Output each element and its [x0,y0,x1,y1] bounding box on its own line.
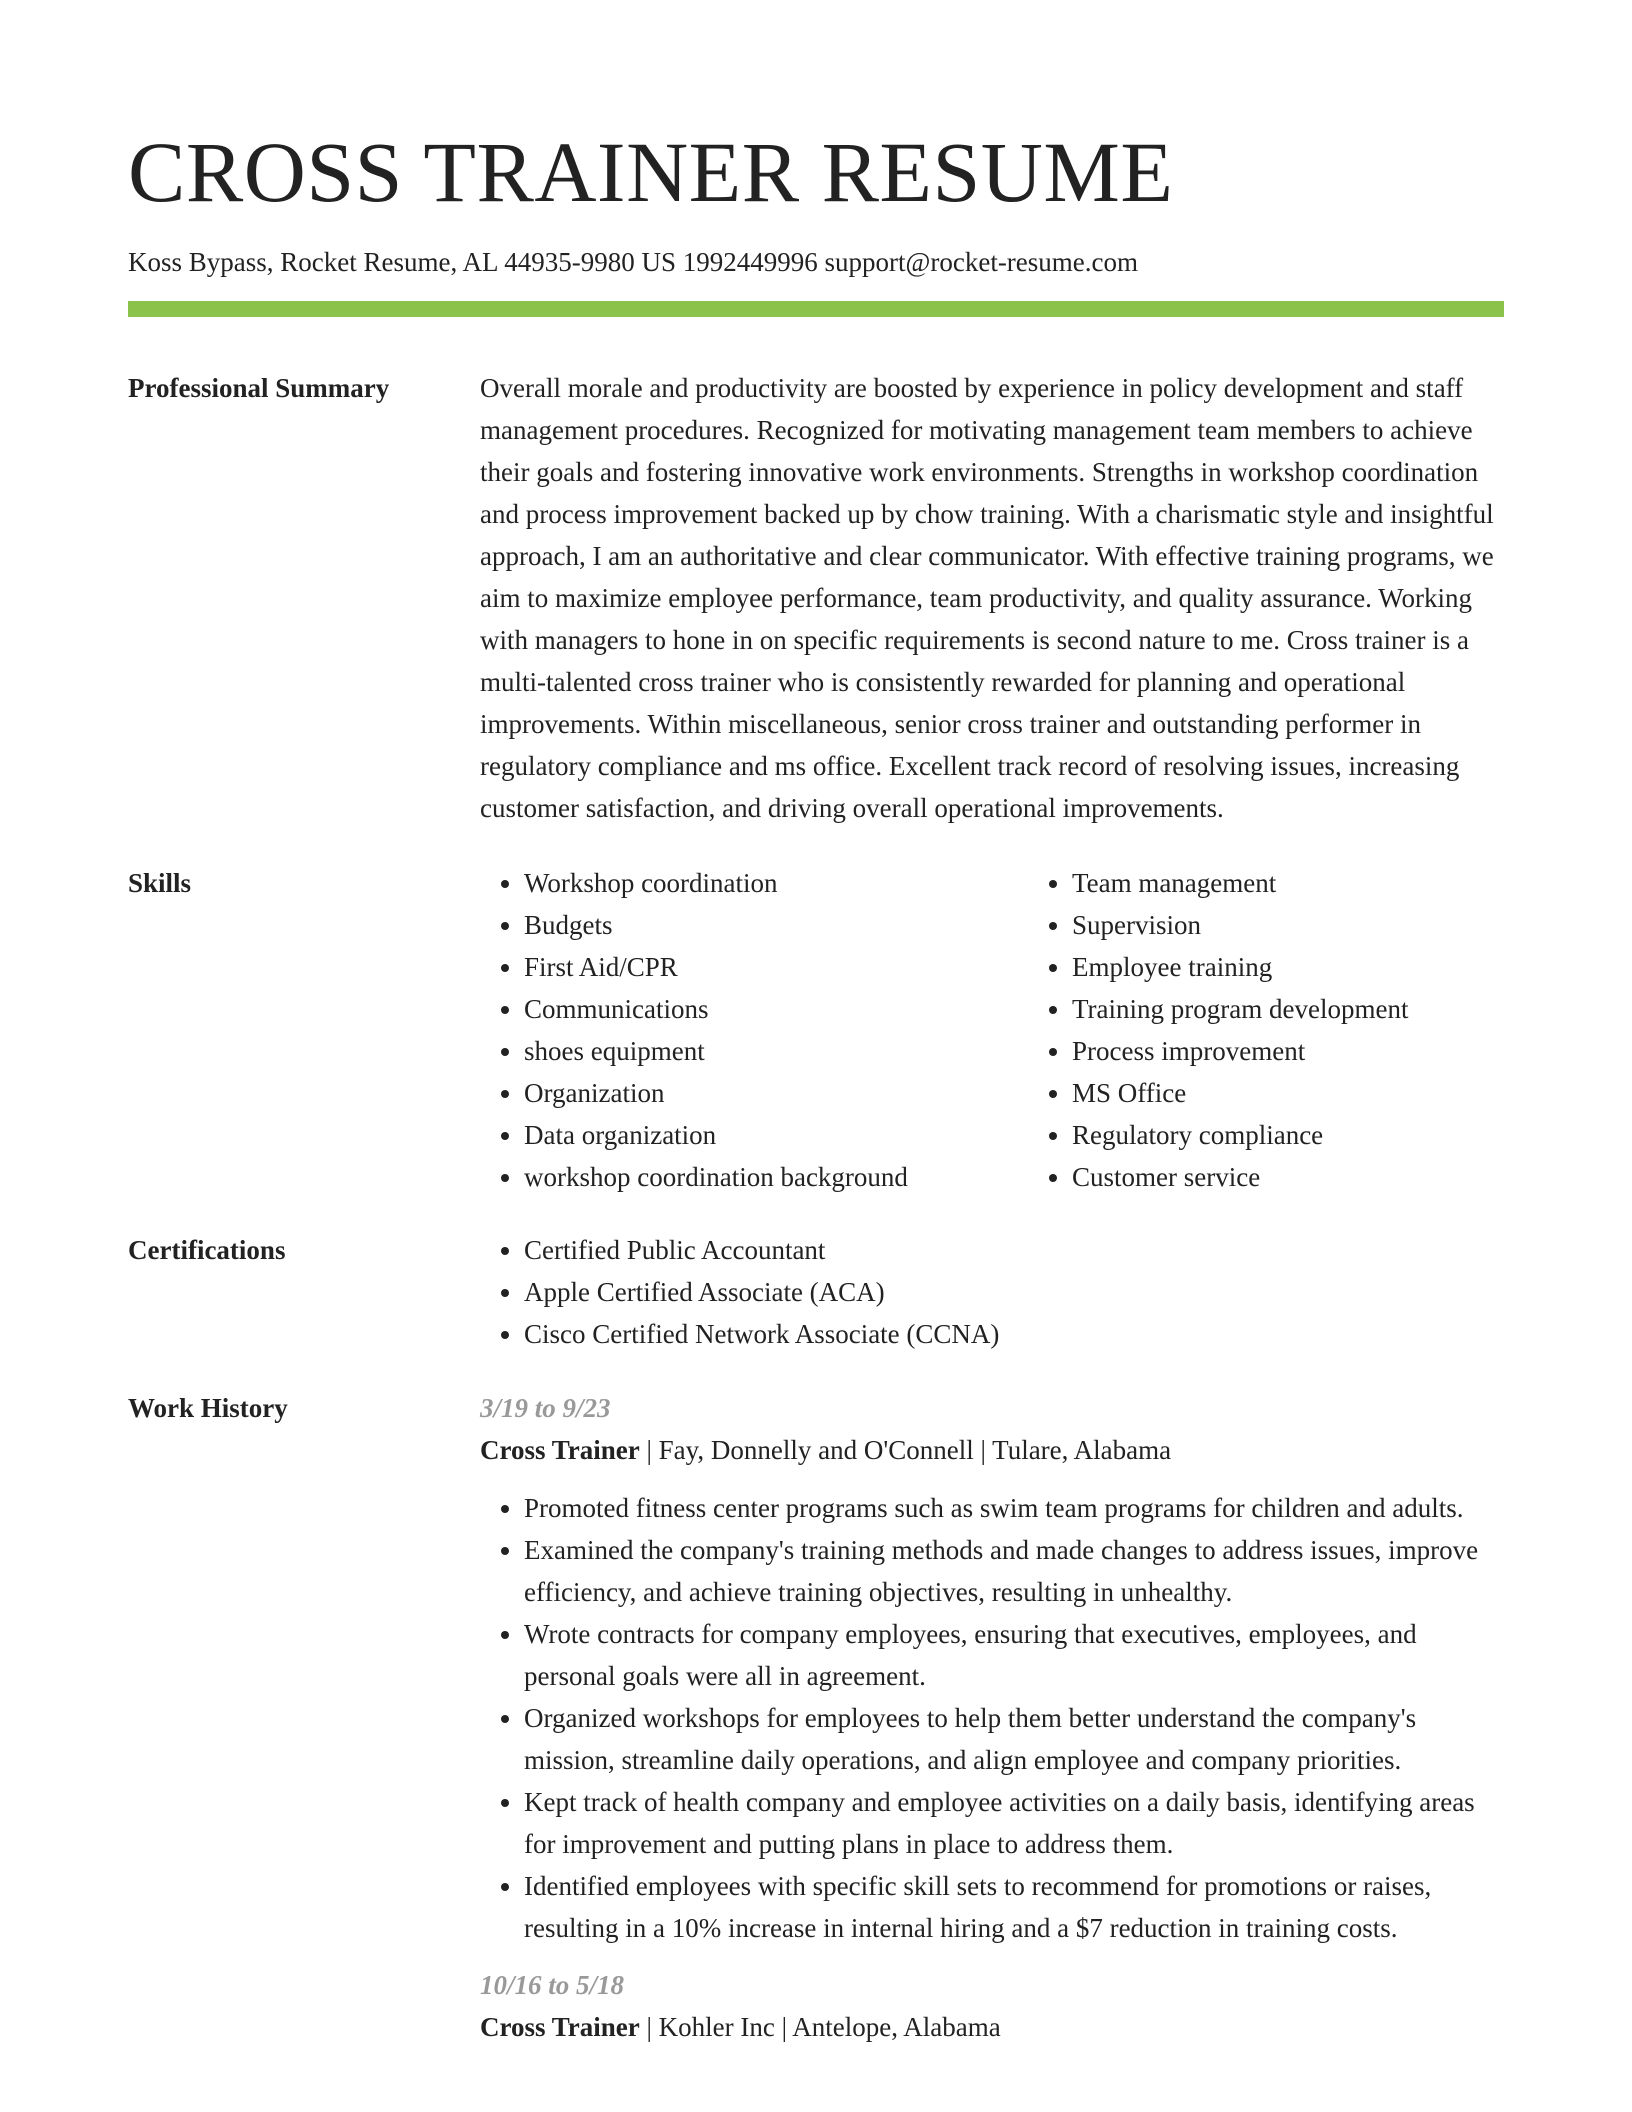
skill-item: • Budgets [524,904,1028,946]
job-heading [480,2006,1504,2048]
section-label-work-history: Work History [128,1393,288,1423]
skill-item: • Employee training [1072,946,1576,988]
summary-body [480,367,1504,829]
skill-item: • Supervision [1072,904,1576,946]
job-entry [480,1964,1504,2048]
job-entry [480,1387,1504,1949]
resume-page [128,0,1504,2048]
certifications-body [480,1229,1504,1355]
skill-item: • Process improvement [1072,1030,1576,1072]
skill-item: • Communications [524,988,1028,1030]
job-bullet: • Kept track of health company and employee activities on a daily basis, identifying areas for improvement and putting plans in place to address them. [524,1781,1504,1865]
resume-title: CROSS TRAINER RESUME [128,124,1174,220]
work-history-body [480,1387,1504,2048]
work-history-section [128,1387,1504,2048]
job-employer-location: | Fay, Donnelly and O'Connell | Tulare, Alabama [639,1435,1172,1465]
certification-item: • Apple Certified Associate (ACA) [524,1271,1504,1313]
skills-section [128,862,1504,1198]
skill-item: • MS Office [1072,1072,1576,1114]
professional-summary-section [128,367,1504,829]
skill-item: • Team management [1072,862,1576,904]
skill-item: • Training program development [1072,988,1576,1030]
skills-columns [480,862,1576,1198]
job-bullet: • Organized workshops for employees to help them better understand the company's mission, streamline daily operations, and align employee and company priorities. [524,1697,1504,1781]
job-title: Cross Trainer [480,2012,640,2042]
certifications-list [480,1229,1504,1355]
section-label-skills: Skills [128,868,192,898]
job-employer-location: | Kohler Inc | Antelope, Alabama [639,2012,1001,2042]
certification-item: • Certified Public Accountant [524,1229,1504,1271]
certification-item: • Cisco Certified Network Associate (CCNA) [524,1313,1504,1355]
job-date: 10/16 to 5/18 [480,1970,625,2000]
skill-item: • Customer service [1072,1156,1576,1198]
contact-line: Koss Bypass, Rocket Resume, AL 44935-9980 US 1992449996 support@rocket-resume.com [128,247,1139,277]
job-date: 3/19 to 9/23 [480,1393,611,1423]
section-label-certifications: Certifications [128,1235,286,1265]
certifications-section [128,1229,1504,1355]
skill-item: • workshop coordination background [524,1156,1028,1198]
section-label-summary: Professional Summary [128,373,390,403]
skills-list-left [480,862,1028,1198]
skill-item: • Data organization [524,1114,1028,1156]
job-title: Cross Trainer [480,1435,640,1465]
summary-text: Overall morale and productivity are boosted by experience in policy development and staff management procedures. Recognized for motivating management team members to achieve their goals and fostering innovative work environments. Strengths in workshop coordination and process improvement backed up by chow training. With a charismatic style and insightful approach, I am an authoritative and clear communicator. With effective training programs, we aim to maximize employee performance, team productivity, and quality assurance. Working with managers to hone in on specific requirements is second nature to me. Cross trainer is a multi-talented cross trainer who is consistently rewarded for planning and operational improvements. Within miscellaneous, senior cross trainer and outstanding performer in regulatory compliance and ms office. Excellent track record of resolving issues, increasing customer satisfaction, and driving overall operational improvements. [480,373,1494,823]
skill-item: • First Aid/CPR [524,946,1028,988]
job-bullets [480,1487,1504,1949]
job-bullet: • Promoted fitness center programs such as swim team programs for children and adults. [524,1487,1504,1529]
accent-divider [128,301,1504,317]
skill-item: • Workshop coordination [524,862,1028,904]
job-bullet: • Identified employees with specific skill sets to recommend for promotions or raises, resulting in a 10% increase in internal hiring and a $7 reduction in training costs. [524,1865,1504,1949]
job-bullet: • Wrote contracts for company employees, ensuring that executives, employees, and personal goals were all in agreement. [524,1613,1504,1697]
skill-item: • shoes equipment [524,1030,1028,1072]
skills-list-right [1028,862,1576,1198]
skill-item: • Organization [524,1072,1028,1114]
skill-item: • Regulatory compliance [1072,1114,1576,1156]
job-heading [480,1429,1504,1471]
job-bullet: • Examined the company's training methods and made changes to address issues, improve efficiency, and achieve training objectives, resulting in unhealthy. [524,1529,1504,1613]
